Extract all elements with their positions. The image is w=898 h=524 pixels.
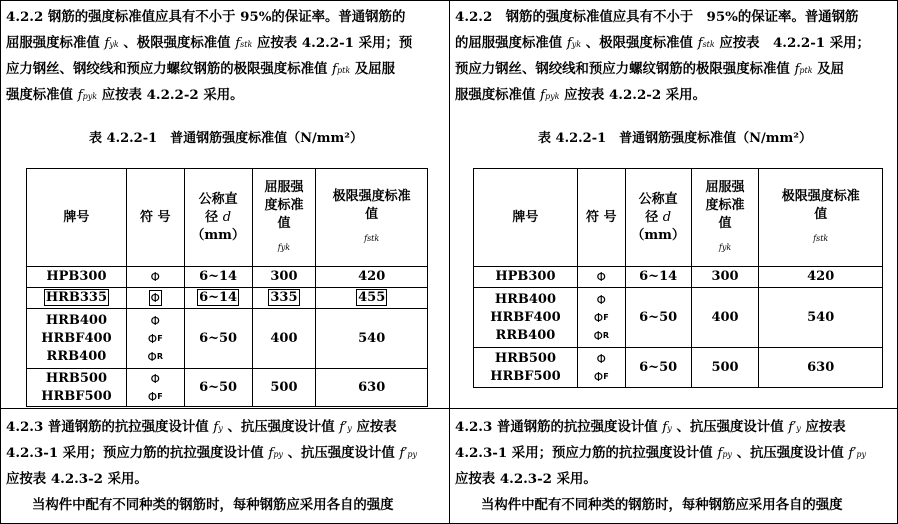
diameter-cell: 6~50 bbox=[625, 348, 691, 388]
left-header-yield: 屈服强 度标准 值 fyk bbox=[252, 169, 316, 267]
grade-cell: HRB500 HRBF500 bbox=[474, 348, 578, 388]
ultimate-cell: 420 bbox=[759, 267, 883, 288]
right-table-row-hrb400 bbox=[474, 288, 883, 348]
left-header-ultimate: 极限强度标准 值 fstk bbox=[316, 169, 428, 267]
yield-cell: 300 bbox=[691, 267, 759, 288]
yield-cell: 500 bbox=[252, 369, 316, 407]
left-intro-paragraph bbox=[6, 4, 446, 108]
right-header-grade: 牌号 bbox=[474, 169, 578, 267]
right-intro-paragraph bbox=[455, 4, 895, 108]
yield-cell: 335 bbox=[252, 288, 316, 309]
right-table-header-row bbox=[474, 169, 883, 267]
symbol-cell: Φ $\Phi^F$ $\Phi^R$ bbox=[577, 288, 625, 348]
right-header-symbol: 符 号 bbox=[577, 169, 625, 267]
grade-cell: HPB300 bbox=[27, 267, 127, 288]
grade-cell: HRB335 bbox=[27, 288, 127, 309]
left-bottom-line-2: 4.2.3-1 采用；预应力筋的抗拉强度设计值 fpy 、抗压强度设计值 f′py bbox=[6, 445, 418, 461]
left-intro-line-3: 应力钢丝、钢绞线和预应力螺纹钢筋的极限强度标准值 fptk 及屈服 bbox=[6, 61, 396, 77]
left-table-row-hpb300 bbox=[27, 267, 428, 288]
yield-cell: 300 bbox=[252, 267, 316, 288]
diameter-cell: 6~50 bbox=[625, 288, 691, 348]
symbol-cell: Φ bbox=[577, 267, 625, 288]
diameter-cell: 6~50 bbox=[184, 369, 252, 407]
left-table-header-row bbox=[27, 169, 428, 267]
left-table-row-hrb335 bbox=[27, 288, 428, 309]
right-bottom-line-3: 应按表 4.2.3-2 采用。 bbox=[455, 471, 597, 487]
right-intro-line-4: 服强度标准值 fpyk 应按表 4.2.2-2 采用。 bbox=[455, 87, 706, 103]
right-bottom-paragraph bbox=[455, 414, 895, 518]
right-strength-table bbox=[473, 168, 883, 388]
ultimate-cell: 540 bbox=[759, 288, 883, 348]
symbol-cell: Φ bbox=[126, 267, 184, 288]
right-bottom-line-4: 当构件中配有不同种类的钢筋时，每种钢筋应采用各自的强度 bbox=[481, 497, 843, 513]
right-intro-line-1: 4.2.2 钢筋的强度标准值应具有不小于 95%的保证率。普通钢筋 bbox=[455, 9, 859, 25]
left-table-title: 表 4.2.2-1 普通钢筋强度标准值（N/mm²） bbox=[89, 131, 363, 146]
left-table-row-hrb400 bbox=[27, 309, 428, 369]
symbol-cell: Φ bbox=[126, 288, 184, 309]
left-table-row-hrb500 bbox=[27, 369, 428, 407]
yield-cell: 500 bbox=[691, 348, 759, 388]
diameter-cell: 6~14 bbox=[184, 288, 252, 309]
diameter-cell: 6~50 bbox=[184, 309, 252, 369]
symbol-cell: Φ $\Phi^F$ bbox=[126, 369, 184, 407]
symbol-cell: Φ $\Phi^F$ bbox=[577, 348, 625, 388]
right-bottom-line-1: 4.2.3 普通钢筋的抗拉强度设计值 fy 、抗压强度设计值 f′y 应按表 bbox=[455, 419, 846, 435]
left-intro-line-1: 4.2.2 钢筋的强度标准值应具有不小于 95%的保证率。普通钢筋的 bbox=[6, 9, 406, 25]
column-divider bbox=[449, 0, 450, 524]
right-intro-line-3: 预应力钢丝、钢绞线和预应力螺纹钢筋的极限强度标准值 fptk 及屈 bbox=[455, 61, 845, 77]
diameter-cell: 6~14 bbox=[184, 267, 252, 288]
diameter-cell: 6~14 bbox=[625, 267, 691, 288]
left-bottom-line-4: 当构件中配有不同种类的钢筋时，每种钢筋应采用各自的强度 bbox=[32, 497, 394, 513]
left-header-grade: 牌号 bbox=[27, 169, 127, 267]
left-header-symbol: 符 号 bbox=[126, 169, 184, 267]
ultimate-cell: 630 bbox=[316, 369, 428, 407]
grade-cell: HPB300 bbox=[474, 267, 578, 288]
right-table-title: 表 4.2.2-1 普通钢筋强度标准值（N/mm²） bbox=[538, 131, 812, 146]
left-bottom-line-1: 4.2.3 普通钢筋的抗拉强度设计值 fy 、抗压强度设计值 f′y 应按表 bbox=[6, 419, 397, 435]
left-bottom-line-3: 应按表 4.2.3-2 采用。 bbox=[6, 471, 148, 487]
right-header-yield: 屈服强 度标准 值 fyk bbox=[691, 169, 759, 267]
grade-cell: HRB400 HRBF400 RRB400 bbox=[27, 309, 127, 369]
left-header-diameter: 公称直 径 d （mm） bbox=[184, 169, 252, 267]
yield-cell: 400 bbox=[691, 288, 759, 348]
right-header-ultimate: 极限强度标准 值 fstk bbox=[759, 169, 883, 267]
ultimate-cell: 420 bbox=[316, 267, 428, 288]
ultimate-cell: 540 bbox=[316, 309, 428, 369]
right-table-row-hpb300 bbox=[474, 267, 883, 288]
right-bottom-line-2: 4.2.3-1 采用；预应力筋的抗拉强度设计值 fpy 、抗压强度设计值 f′py bbox=[455, 445, 867, 461]
grade-cell: HRB500 HRBF500 bbox=[27, 369, 127, 407]
yield-cell: 400 bbox=[252, 309, 316, 369]
right-table-row-hrb500 bbox=[474, 348, 883, 388]
right-intro-line-2: 的屈服强度标准值 fyk 、极限强度标准值 fstk 应按表 4.2.2-1 采用； bbox=[455, 35, 870, 51]
left-intro-line-4: 强度标准值 fpyk 应按表 4.2.2-2 采用。 bbox=[6, 87, 244, 103]
left-strength-table bbox=[26, 168, 428, 407]
ultimate-cell: 630 bbox=[759, 348, 883, 388]
left-bottom-paragraph bbox=[6, 414, 446, 518]
right-header-diameter: 公称直 径 d （mm） bbox=[625, 169, 691, 267]
symbol-cell: Φ $\Phi^F$ $\Phi^R$ bbox=[126, 309, 184, 369]
ultimate-cell: 455 bbox=[316, 288, 428, 309]
grade-cell: HRB400 HRBF400 RRB400 bbox=[474, 288, 578, 348]
left-intro-line-2: 屈服强度标准值 fyk 、极限强度标准值 fstk 应按表 4.2.2-1 采用；预 bbox=[6, 35, 413, 51]
row-divider bbox=[0, 408, 898, 409]
